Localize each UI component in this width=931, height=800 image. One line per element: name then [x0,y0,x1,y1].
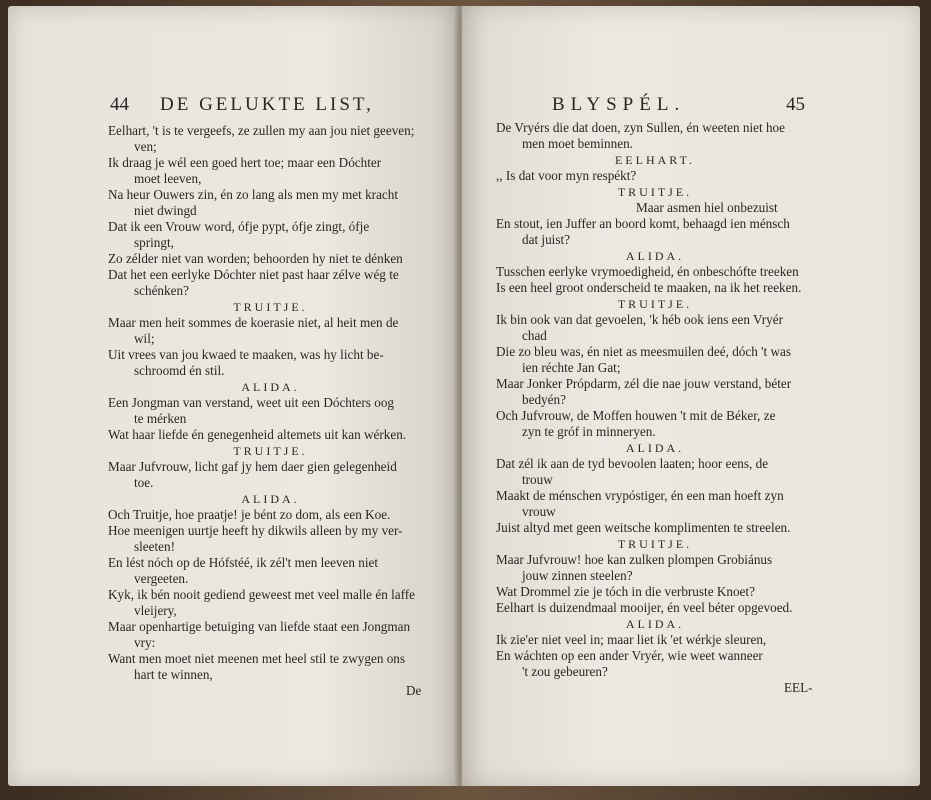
text-line: En wáchten op een ander Vryér, wie weet wanneer [496,648,763,663]
text-line: bedyén? [522,392,566,407]
text-line: Maar openhartige betuiging van liefde staat een Jongman [108,619,411,634]
text-line: Ik draag je wél een goed hert toe; maar een Dóchter [108,155,382,170]
left-page [8,6,458,786]
text-line: Dat het een eerlyke Dóchter niet past haar zélve wég te [108,267,399,282]
text-line: vrouw [522,504,556,519]
text-line: ven; [134,139,157,154]
text-line: dat juist? [522,232,570,247]
right-page-text [496,120,814,680]
text-line: jouw zinnen steelen? [522,568,633,583]
text-line: Is een heel groot onderscheid te maaken, na ik het reeken. [496,280,802,295]
text-line: ien réchte Jan Gat; [522,360,621,375]
text-line: vergeeten. [134,571,189,586]
text-line: Eelhart, 't is te vergeefs, ze zullen my aan jou niet geeven; [108,123,415,138]
left-running-head: DE GELUKTE LIST, [160,94,374,115]
text-line: men moet beminnen. [522,136,633,151]
speaker-name: ALIDA. [625,441,685,455]
text-line: Och Truitje, hoe praatje! je bént zo dom, als een Koe. [108,507,391,522]
text-line: wil; [134,331,155,346]
right-page [462,6,920,786]
right-catchword: EEL- [784,680,813,695]
text-line: ,, Is dat voor myn respékt? [496,168,637,183]
text-line: Maar Jonker Própdarm, zél die nae jouw verstand, béter [496,376,792,391]
text-line: Wat haar liefde én genegenheid altemets uit kan wérken. [108,427,407,442]
left-page-number: 44 [110,94,129,115]
speaker-name: ALIDA. [625,249,685,263]
speaker-name: TRUITJE. [233,444,308,458]
left-catchword: De [406,683,422,698]
text-line: En stout, ien Juffer an boord komt, behaagd ien ménsch [496,216,790,231]
right-page-number: 45 [786,94,805,115]
text-line: Kyk, ik bén nooit gediend geweest met veel malle én laffe [108,587,415,602]
text-line: Dat zél ik aan de tyd bevoolen laaten; hoor eens, de [496,456,769,471]
text-line: Maar asmen hiel onbezuist [636,200,778,215]
speaker-name: ALIDA. [241,380,300,394]
text-line: hart te winnen, [134,667,213,682]
text-line: niet dwingd [134,203,197,218]
text-line: Wat Drommel zie je tóch in die verbruste Knoet? [496,584,755,599]
text-line: Dat ik een Vrouw word, ófje pypt, ófje zingt, ófje [108,219,370,234]
text-line: schroomd én stil. [134,363,225,378]
text-line: moet leeven, [134,171,202,186]
text-line: te mérken [134,411,187,426]
text-line: Eelhart is duizendmaal mooijer, én veel béter opgevoed. [496,600,793,615]
text-line: 't zou gebeuren? [522,664,608,679]
left-page-text [108,123,433,683]
text-line: sleeten! [134,539,176,554]
text-line: vry: [134,635,156,650]
text-line: Ik bin ook van dat gevoelen, 'k héb ook iens een Vryér [496,312,783,327]
speaker-name: TRUITJE. [617,537,693,551]
speaker-name: TRUITJE. [617,297,693,311]
text-line: Een Jongman van verstand, weet uit een Dóchters oog [108,395,395,410]
text-line: Want men moet niet meenen met heel stil te zwygen ons [108,651,406,666]
speaker-name: TRUITJE. [233,300,308,314]
text-line: trouw [522,472,553,487]
text-line: Uit vrees van jou kwaed te maaken, was hy licht be- [108,347,384,362]
text-line: Hoe meenigen uurtje heeft hy dikwils alleen by my ver- [108,523,403,538]
right-running-head: BLYSPÉL. [552,94,686,115]
text-line: Die zo bleu was, én niet as meesmuilen deé, dóch 't was [496,344,791,359]
text-line: schénken? [134,283,189,298]
text-line: Zo zélder niet van worden; behoorden hy niet te dénken [108,251,403,266]
text-line: De Vryérs die dat doen, zyn Sullen, én weeten niet hoe [496,120,785,135]
speaker-name: ALIDA. [241,492,300,506]
text-line: Tusschen eerlyke vrymoedigheid, én onbeschófte treeken [496,264,799,279]
text-line: Och Jufvrouw, de Moffen houwen 't mit de Béker, ze [496,408,776,423]
text-line: Maakt de ménschen vrypóstiger, én een man hoeft zyn [496,488,784,503]
text-line: Maar Jufvrouw! hoe kan zulken plompen Grobiánus [496,552,773,567]
text-line: Maar men heit sommes de koerasie niet, al heit men de [108,315,399,330]
text-line: En lést nóch op de Hófstéé, ik zél't men leeven niet [108,555,379,570]
text-line: springt, [134,235,174,250]
text-line: chad [522,328,547,343]
speaker-name: EELHART. [614,153,696,167]
text-line: zyn te gróf in minneryen. [522,424,656,439]
text-line: Na heur Ouwers zin, én zo lang als men my met kracht [108,187,399,202]
text-line: Juist altyd met geen weitsche komplimenten te streelen. [496,520,791,535]
text-line: toe. [134,475,154,490]
text-line: vleijery, [134,603,177,618]
speaker-name: TRUITJE. [617,185,693,199]
speaker-name: ALIDA. [625,617,685,631]
text-line: Ik zie'er niet veel in; maar liet ik 'et wérkje sleuren, [496,632,767,647]
text-line: Maar Jufvrouw, licht gaf jy hem daer gien gelegenheid [108,459,397,474]
